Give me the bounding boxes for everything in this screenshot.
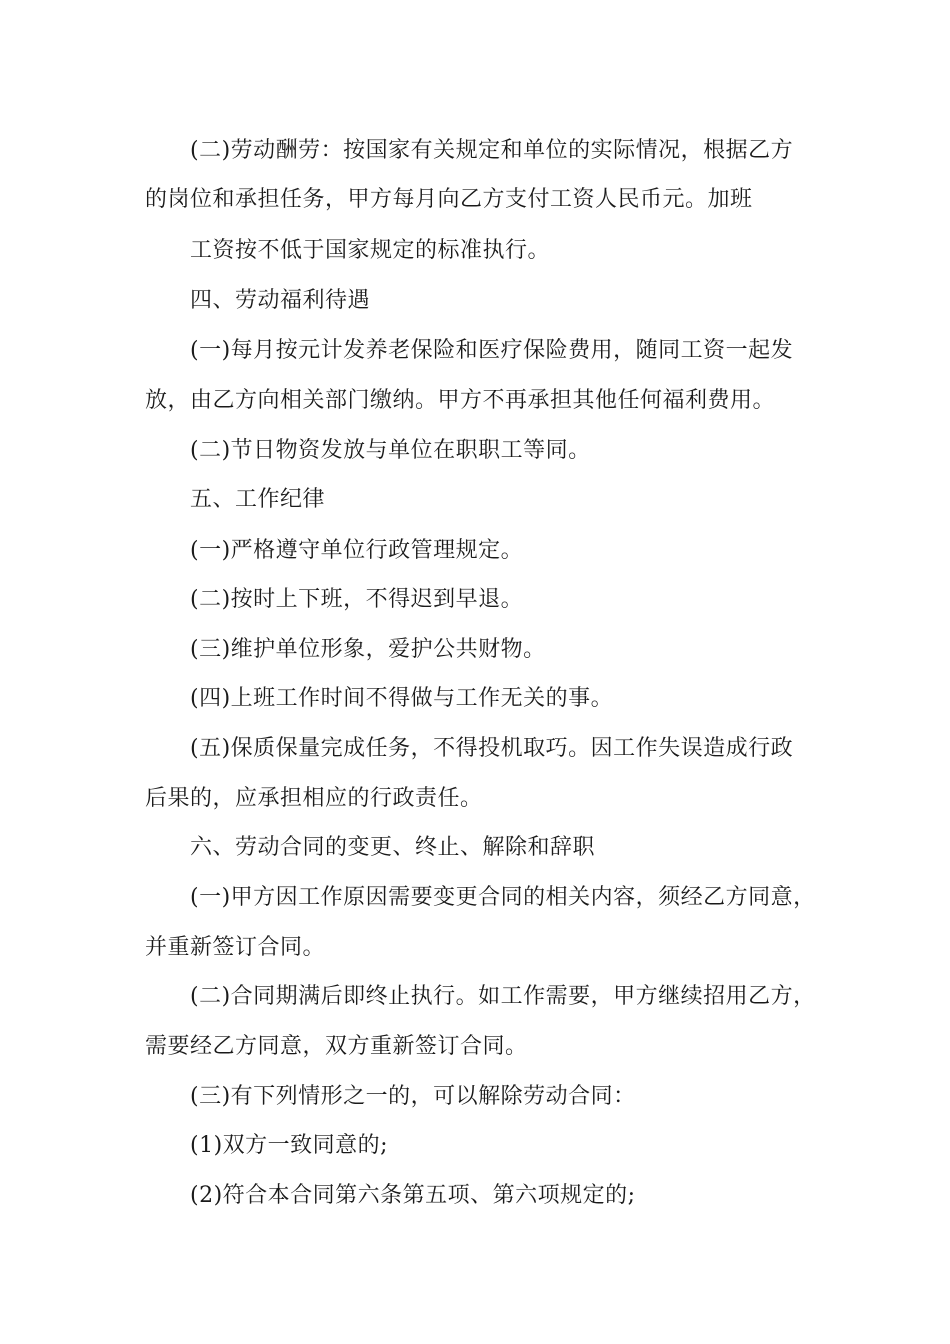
paragraph-line: (二)合同期满后即终止执行。如工作需要，甲方继续招用乙方， [190, 984, 816, 1009]
paragraph-line: 放，由乙方向相关部门缴纳。甲方不再承担其他任何福利费用。 [145, 388, 776, 413]
paragraph-line: (一)每月按元计发养老保险和医疗保险费用，随同工资一起发 [190, 338, 794, 363]
section-heading: 五、工作纪律 [190, 487, 326, 512]
list-item: (2)符合本合同第六条第五项、第六项规定的; [190, 1183, 636, 1208]
paragraph-line: (二)按时上下班，不得迟到早退。 [190, 587, 524, 612]
section-heading: 六、劳动合同的变更、终止、解除和辞职 [190, 835, 596, 860]
paragraph-line: 工资按不低于国家规定的标准执行。 [190, 238, 551, 263]
paragraph-line: (四)上班工作时间不得做与工作无关的事。 [190, 686, 614, 711]
paragraph-line: (五)保质保量完成任务，不得投机取巧。因工作失误造成行政 [190, 736, 794, 761]
paragraph-line: (一)严格遵守单位行政管理规定。 [190, 538, 524, 563]
paragraph-line: (三)维护单位形象，爱护公共财物。 [190, 637, 546, 662]
paragraph-line: (三)有下列情形之一的，可以解除劳动合同： [190, 1084, 636, 1109]
paragraph-line: 并重新签订合同。 [145, 935, 326, 960]
paragraph-line: 的岗位和承担任务，甲方每月向乙方支付工资人民币元。加班 [145, 187, 753, 212]
paragraph-line: 需要经乙方同意，双方重新签订合同。 [145, 1034, 528, 1059]
list-item: (1)双方一致同意的; [190, 1133, 389, 1158]
paragraph-line: 后果的，应承担相应的行政责任。 [145, 786, 483, 811]
paragraph-line: (一)甲方因工作原因需要变更合同的相关内容，须经乙方同意， [190, 885, 816, 910]
paragraph-line: (二)劳动酬劳：按国家有关规定和单位的实际情况，根据乙方 [190, 138, 794, 163]
section-heading: 四、劳动福利待遇 [190, 288, 371, 313]
paragraph-line: (二)节日物资发放与单位在职职工等同。 [190, 438, 591, 463]
